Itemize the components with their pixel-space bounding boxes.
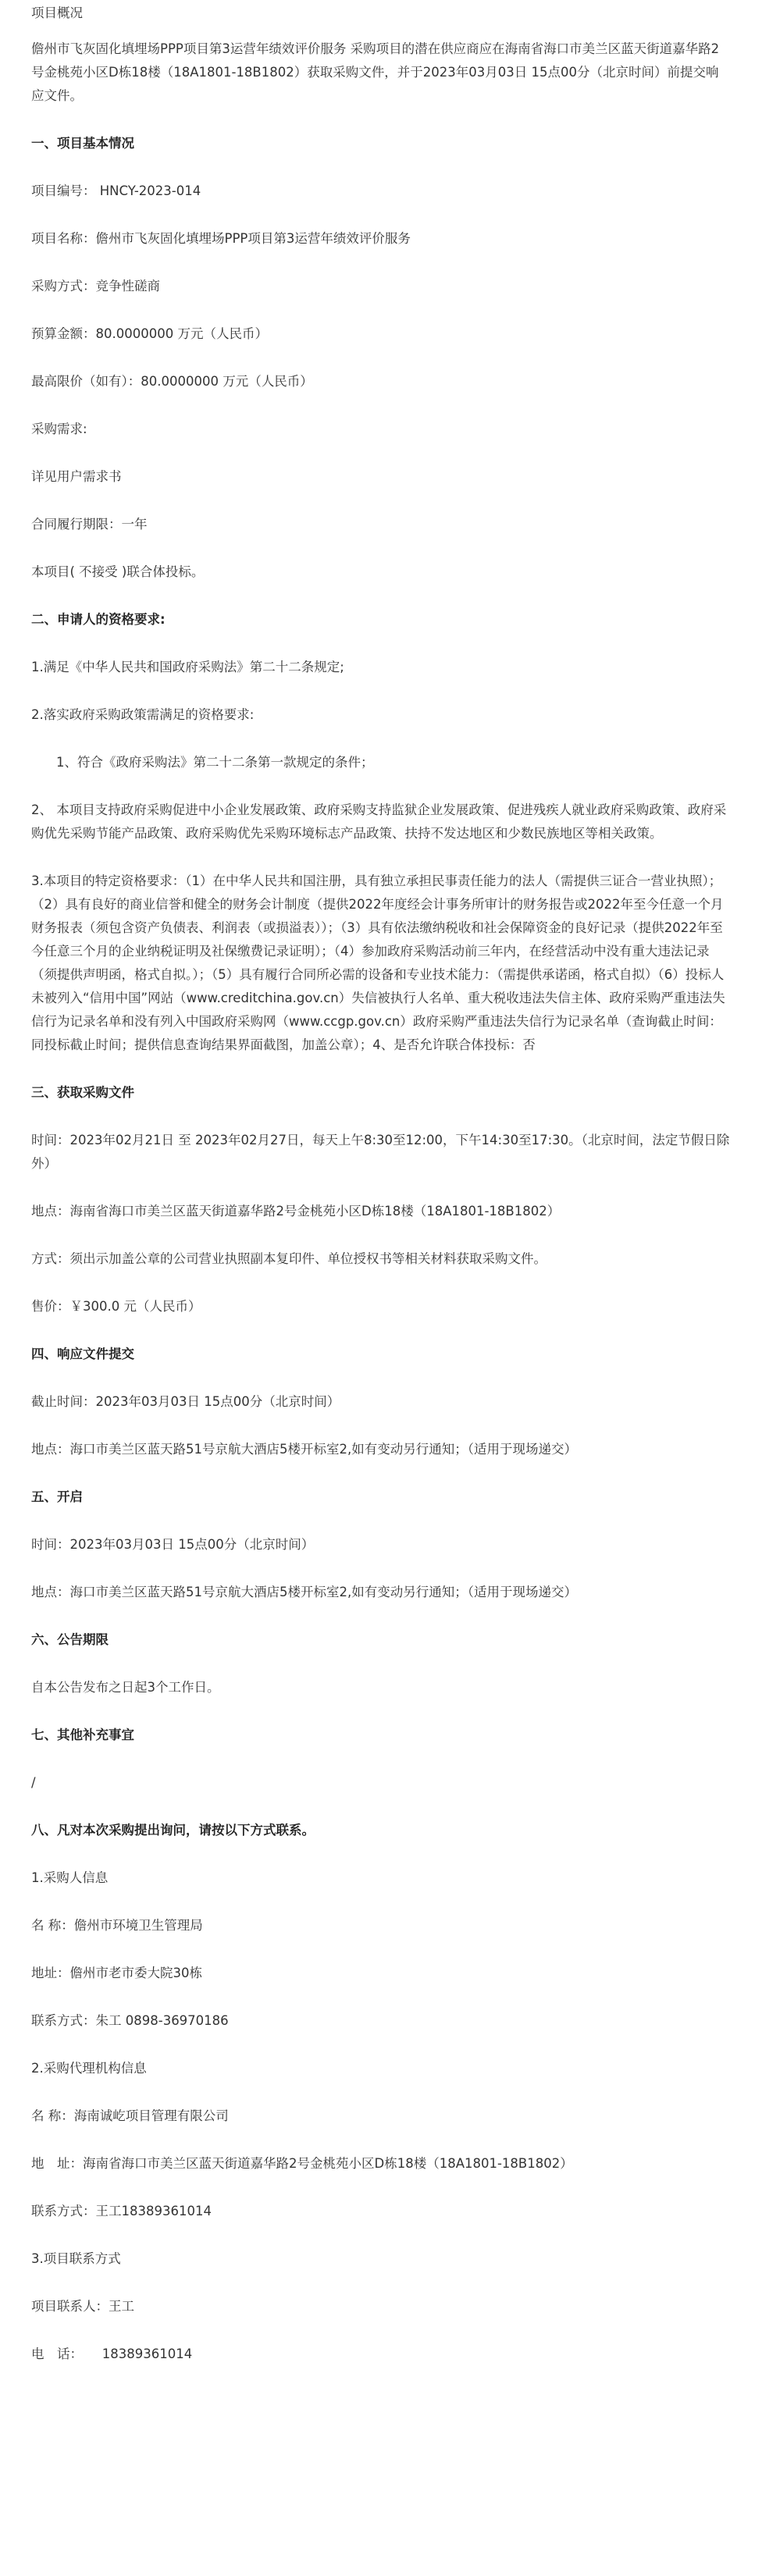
obtain-price: 售价：￥300.0 元（人民币） <box>31 1299 201 1314</box>
obtain-method: 方式：须出示加盖公章的公司营业执照副本复印件、单位授权书等相关材料获取采购文件。 <box>31 1251 547 1266</box>
section-basic-heading: 一、项目基本情况 <box>31 136 134 151</box>
opening-time: 时间：2023年03月03日 15点00分（北京时间） <box>31 1537 315 1552</box>
procurement-method: 采购方式：竞争性磋商 <box>31 279 160 294</box>
qualification-item-2: 2.落实政府采购政策需满足的资格要求: <box>31 707 255 722</box>
obtain-place: 地点：海南省海口市美兰区蓝天街道嘉华路2号金桃苑小区D栋18楼（18A1801-18B1802） <box>31 1204 561 1219</box>
qualification-item-1: 1.满足《中华人民共和国政府采购法》第二十二条规定; <box>31 660 344 674</box>
section-submit-heading: 四、响应文件提交 <box>31 1347 134 1361</box>
buyer-title: 1.采购人信息 <box>31 1870 109 1885</box>
agency-phone: 联系方式：王工18389361014 <box>31 2204 212 2218</box>
qualification-policy: 2、 本项目支持政府采购促进中小企业发展政策、政府采购支持监狱企业发展政策、促进残疾人就业政府采购政策、政府采购优先采购节能产品政策、政府采购优先采购环境标志产品政策、扶持不发达地区和少数民族地区等相关政策。 <box>31 802 727 841</box>
overview-paragraph: 儋州市飞灰固化填埋场PPP项目第3运营年绩效评价服务 采购项目的潜在供应商应在海南省海口市美兰区蓝天街道嘉华路2号金桃苑小区D栋18楼（18A1801-18B1802）获取采购文件，并于2023年03月03日 15点00分（北京时间）前提交响应文件。 <box>31 41 720 103</box>
period-text: 自本公告发布之日起3个工作日。 <box>31 1680 220 1695</box>
project-contact-title: 3.项目联系方式 <box>31 2251 121 2266</box>
page-title: 项目概况 <box>31 5 83 20</box>
agency-title: 2.采购代理机构信息 <box>31 2061 147 2076</box>
submit-deadline: 截止时间：2023年03月03日 15点00分（北京时间） <box>31 1394 340 1409</box>
project-number: 项目编号： HNCY-2023-014 <box>31 183 201 198</box>
section-qualification-heading: 二、申请人的资格要求: <box>31 612 166 627</box>
opening-place: 地点：海口市美兰区蓝天路51号京航大酒店5楼开标室2,如有变动另行通知；（适用于现场递交） <box>31 1585 577 1599</box>
contract-term: 合同履行期限：一年 <box>31 517 148 532</box>
section-opening-heading: 五、开启 <box>31 1489 83 1504</box>
agency-address: 地 址：海南省海口市美兰区蓝天街道嘉华路2号金桃苑小区D栋18楼（18A1801-18B1802） <box>31 2156 573 2171</box>
project-contact-person: 项目联系人：王工 <box>31 2299 134 2314</box>
buyer-name: 名 称：儋州市环境卫生管理局 <box>31 1918 203 1933</box>
max-price: 最高限价（如有）：80.0000000 万元（人民币） <box>31 374 313 389</box>
section-period-heading: 六、公告期限 <box>31 1632 109 1647</box>
section-other-heading: 七、其他补充事宜 <box>31 1727 134 1742</box>
submit-place: 地点：海口市美兰区蓝天路51号京航大酒店5楼开标室2,如有变动另行通知；（适用于现场递交） <box>31 1442 577 1457</box>
section-contact-heading: 八、凡对本次采购提出询问，请按以下方式联系。 <box>31 1823 315 1838</box>
section-obtain-heading: 三、获取采购文件 <box>31 1085 134 1100</box>
other-text: / <box>31 1775 36 1790</box>
qualification-item-3: 3.本项目的特定资格要求：（1）在中华人民共和国注册，具有独立承担民事责任能力的法人（需提供三证合一营业执照）；（2）具有良好的商业信誉和健全的财务会计制度（提供2022年度经会计事务所审计的财务报告或2022年至今任意一个月财务报表（须包含资产负债表、利润表（或损溢表））；（3）具有依法缴纳税收和社会保障资金的良好记录（提供2022年至今任意三个月的企业纳税证明及社保缴费记录证明）；（4）参加政府采购活动前三年内，在经营活动中没有重大违法记录（须提供声明函，格式自拟。）；（5）具有履行合同所必需的设备和专业技术能力：（需提供承诺函，格式自拟）（6）投标人未被列入“信用中国”网站（www.creditchina.gov.cn）失信被执行人名单、重大税收违法失信主体、政府采购严重违法失信行为记录名单和没有列入中国政府采购网（www.ccgp.gov.cn）政府采购严重违法失信行为记录名单（查询截止时间：同投标截止时间；提供信息查询结果界面截图，加盖公章）；4、是否允许联合体投标：否 <box>31 873 725 1052</box>
consortium-note: 本项目( 不接受 )联合体投标。 <box>31 564 205 579</box>
requirement-value: 详见用户需求书 <box>31 469 122 484</box>
budget-amount: 预算金额：80.0000000 万元（人民币） <box>31 326 268 341</box>
project-contact-phone: 电 话： 18389361014 <box>31 2347 193 2361</box>
buyer-phone: 联系方式：朱工 0898-36970186 <box>31 2013 229 2028</box>
obtain-time: 时间：2023年02月21日 至 2023年02月27日，每天上午8:30至12:00，下午14:30至17:30。（北京时间，法定节假日除外） <box>31 1133 730 1171</box>
project-name: 项目名称：儋州市飞灰固化填埋场PPP项目第3运营年绩效评价服务 <box>31 231 411 246</box>
qualification-item-2-sub: 1、符合《政府采购法》第二十二条第一款规定的条件； <box>56 755 374 770</box>
agency-name: 名 称：海南诚屹项目管理有限公司 <box>31 2108 229 2123</box>
buyer-address: 地址：儋州市老市委大院30栋 <box>31 1966 202 1980</box>
requirement-label: 采购需求: <box>31 422 87 436</box>
